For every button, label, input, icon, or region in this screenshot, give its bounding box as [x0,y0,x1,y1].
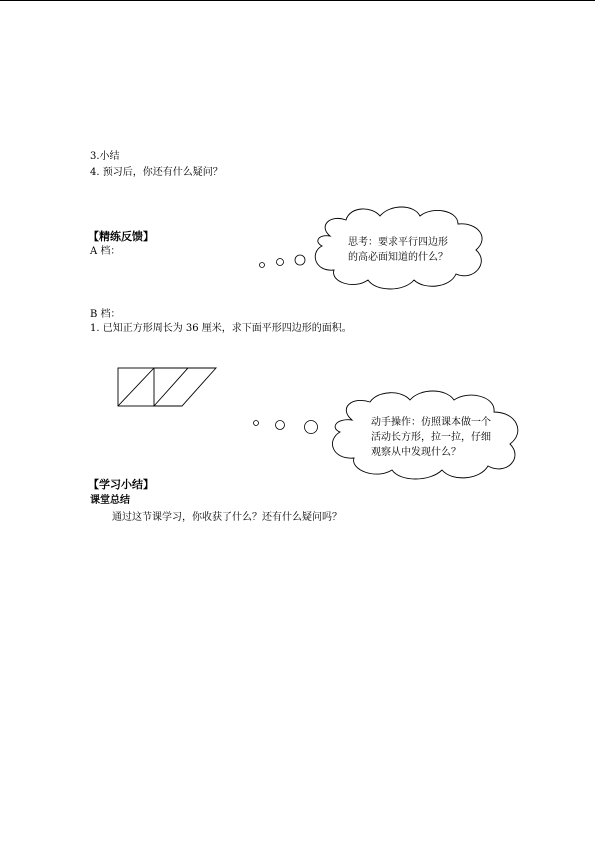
summary-subheading: 课堂总结 [90,495,130,506]
thought-bubble-large [305,421,318,434]
cloud1-line2: 的高必面知道的什么？ [348,252,448,263]
level-a-label: A 档： [90,246,121,257]
summary-prompt: 通过这节课学习，你收获了什么？还有什么疑问吗？ [112,512,342,523]
summary-heading: 【学习小结】 [88,478,154,491]
problem-1: 1. 已知正方形周长为 36 厘米，求下面平形四边形的面积。 [90,323,352,334]
cloud2-line1: 动手操作：仿照课本做一个 [371,417,491,428]
thought-bubble-medium [276,421,285,430]
practice-heading: 【精练反馈】 [88,230,154,243]
cloud1-line1: 思考：要求平行四边形 [348,237,448,248]
level-b-label: B 档： [90,309,121,320]
question-label: 4. 预习后，你还有什么疑问？ [90,167,223,178]
cloud2-line2: 活动长方形，拉一拉，仔细 [371,432,491,443]
cloud2-line3: 观察从中发现什么？ [371,447,461,458]
thought-bubble-small [254,421,259,426]
summary-label: 3.小结 [90,151,120,162]
